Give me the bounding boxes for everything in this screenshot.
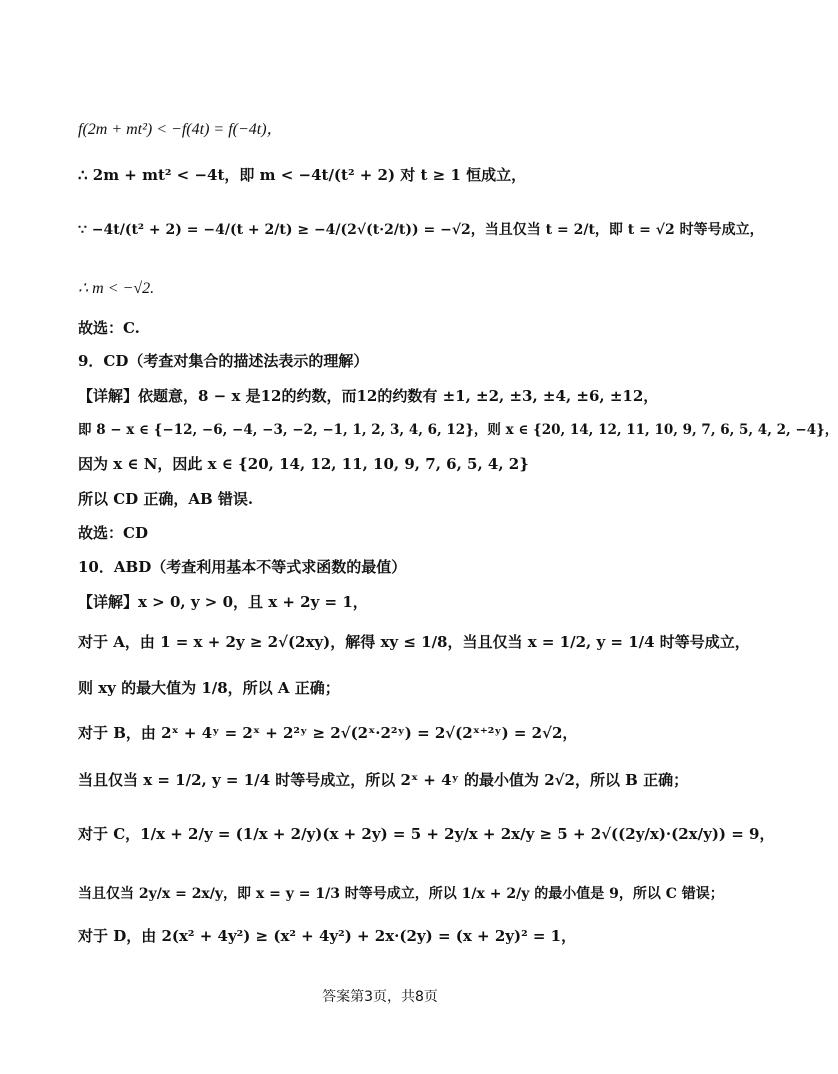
line-20: 对于 D，由 2(x² + 4y²) ≥ (x² + 4y²) + 2x·(2y) = (x + 2y)² = 1， <box>78 927 577 945</box>
line-14: 对于 A，由 1 = x + 2y ≥ 2√(2xy)，解得 xy ≤ 1/8，当且仅当 x = 1/2, y = 1/4 时等号成立， <box>78 633 750 651</box>
page-footer: 答案第3页，共8页 <box>322 989 438 1005</box>
line-18: 对于 C，1/x + 2/y = (1/x + 2/y)(x + 2y) = 5 + 2y/x + 2x/y ≥ 5 + 2√((2y/x)·(2x/y)) = 9， <box>78 825 775 843</box>
line-1: f(2m + mt²) < −f(4t) = f(−4t)， <box>78 121 283 138</box>
line-9: 因为 x ∈ N，因此 x ∈ {20, 14, 12, 11, 10, 9, 7, 6, 5, 4, 2} <box>78 455 529 473</box>
line-13: 【详解】x > 0, y > 0，且 x + 2y = 1， <box>78 593 368 611</box>
line-10: 所以 CD 正确，AB 错误. <box>78 490 254 508</box>
line-19: 当且仅当 2y/x = 2x/y，即 x = y = 1/3 时等号成立，所以 1/x + 2/y 的最小值是 9，所以 C 错误； <box>78 886 724 902</box>
line-4: ∴ m < −√2. <box>78 280 155 297</box>
line-7: 【详解】依题意，8 − x 是12的约数，而12的约数有 ±1, ±2, ±3, ±4, ±6, ±12， <box>78 387 659 405</box>
line-3: ∵ −4t/(t² + 2) = −4/(t + 2/t) ≥ −4/(2√(t·2/t)) = −√2，当且仅当 t = 2/t，即 t = √2 时等号成立， <box>78 222 764 238</box>
line-5: 故选：C. <box>78 319 140 337</box>
line-8: 即 8 − x ∈ {−12, −6, −4, −3, −2, −1, 1, 2, 3, 4, 6, 12}，则 x ∈ {20, 14, 12, 11, 10, 9, 7, 6, 5, 4, 2, −4}， <box>78 422 838 438</box>
section-9-heading: 9．CD（考查对集合的描述法表示的理解） <box>78 352 369 370</box>
line-11: 故选：CD <box>78 524 148 542</box>
line-15: 则 xy 的最大值为 1/8，所以 A 正确； <box>78 679 340 697</box>
line-16: 对于 B，由 2ˣ + 4ʸ = 2ˣ + 2²ʸ ≥ 2√(2ˣ·2²ʸ) = 2√(2ˣ⁺²ʸ) = 2√2， <box>78 724 578 742</box>
section-10-heading: 10．ABD（考查利用基本不等式求函数的最值） <box>78 558 407 576</box>
line-2: ∴ 2m + mt² < −4t，即 m < −4t/(t² + 2) 对 t ≥ 1 恒成立， <box>78 166 527 184</box>
line-17: 当且仅当 x = 1/2, y = 1/4 时等号成立，所以 2ˣ + 4ʸ 的最小值为 2√2，所以 B 正确； <box>78 771 689 789</box>
